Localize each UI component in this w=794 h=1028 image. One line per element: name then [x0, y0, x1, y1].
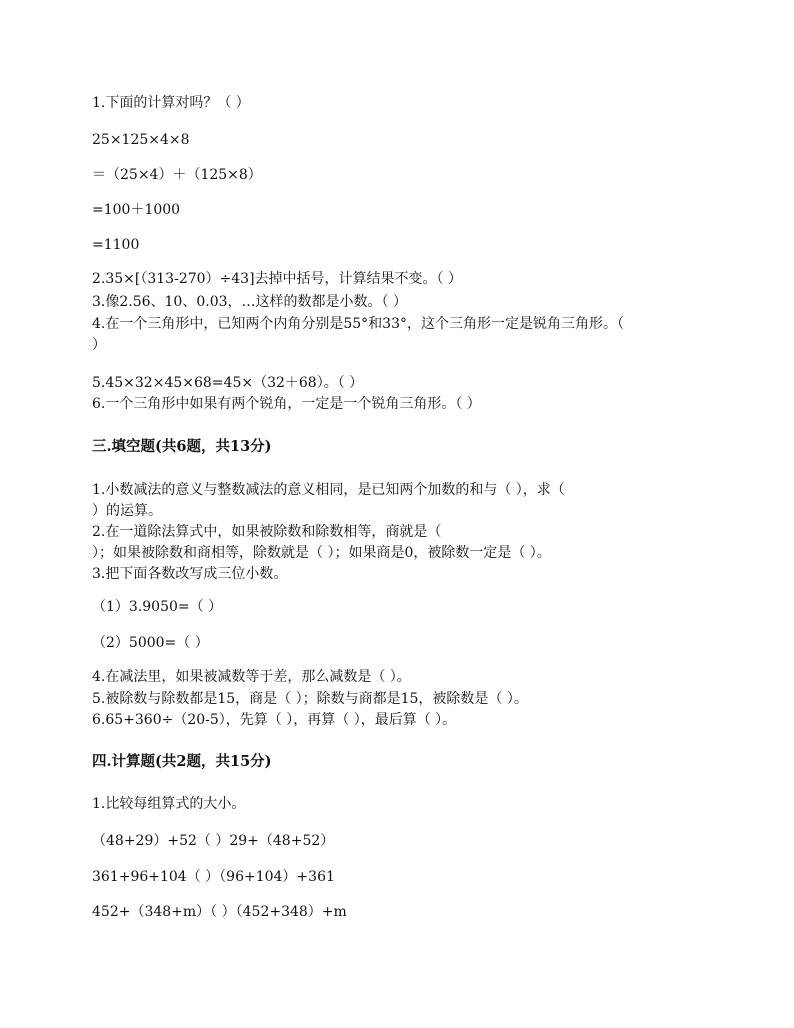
calc-line-3: =100＋1000 [92, 202, 181, 218]
compare-1: （48+29）+52（ ）29+（48+52） [92, 833, 335, 849]
fill-2: 2.在一道除法算式中，如果被除数和除数相等，商就是（ [92, 524, 442, 540]
question-2: 2.35×[（313-270）÷43]去掉中括号，计算结果不变。（ ） [92, 271, 462, 287]
fill-3: 3.把下面各数改写成三位小数。 [92, 566, 288, 582]
question-1-prompt: 1.下面的计算对吗？（ ） [92, 95, 250, 111]
fill-2-cont: ）；如果被除数和商相等，除数就是（ ）；如果商是0，被除数一定是（ ）。 [92, 545, 551, 561]
calc-line-1: 25×125×4×8 [92, 132, 190, 148]
section-3-heading: 三.填空题(共6题，共13分) [92, 438, 272, 455]
fill-1: 1.小数减法的意义与整数减法的意义相同，是已知两个加数的和与（ ），求（ [92, 482, 565, 498]
section-4-heading: 四.计算题(共2题，共15分) [92, 753, 272, 770]
fill-3-item-1: （1）3.9050=（ ） [92, 599, 223, 615]
question-4: 4.在一个三角形中，已知两个内角分别是55°和33°，这个三角形一定是锐角三角形。（ [92, 316, 624, 332]
fill-3-item-2: （2）5000=（ ） [92, 635, 209, 651]
fill-5: 5.被除数与除数都是15，商是（ ）；除数与商都是15，被除数是（ ）。 [92, 691, 528, 707]
calc-line-2: ＝（25×4）＋（125×8） [92, 167, 262, 183]
question-3: 3.像2.56、10、0.03，…这样的数都是小数。（ ） [92, 294, 407, 310]
compare-prompt: 1.比较每组算式的大小。 [92, 796, 246, 812]
fill-4: 4.在减法里，如果被减数等于差，那么减数是（ ）。 [92, 669, 411, 685]
question-6: 6.一个三角形中如果有两个锐角，一定是一个锐角三角形。（ ） [92, 396, 481, 412]
question-5: 5.45×32×45×68=45×（32＋68）。（ ） [92, 375, 364, 391]
compare-3: 452+（348+m）（ ）（452+348）+m [92, 904, 347, 920]
question-4-cont: ） [92, 337, 106, 353]
calc-line-4: =1100 [92, 237, 140, 253]
compare-2: 361+96+104（ ）（96+104）+361 [92, 869, 335, 885]
fill-6: 6.65+360÷（20-5），先算（ ），再算（ ），最后算（ ）。 [92, 712, 457, 728]
fill-1-cont: ）的运算。 [92, 503, 162, 519]
